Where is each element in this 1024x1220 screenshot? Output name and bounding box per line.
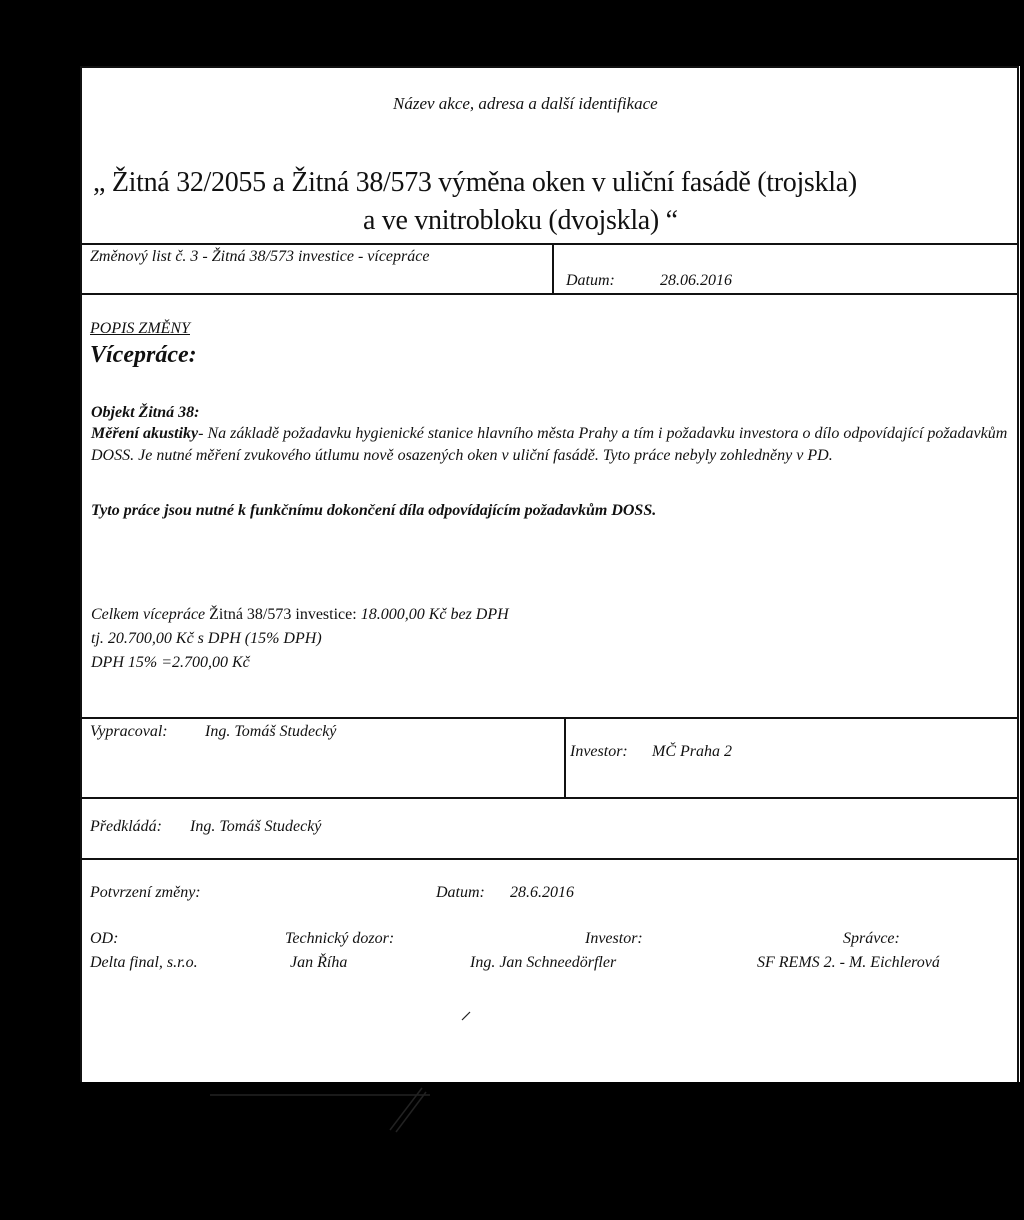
confirmation-label: Potvrzení změny: — [90, 884, 201, 901]
frame-right-border — [1017, 66, 1019, 1082]
section-label-change-description: POPIS ZMĚNY — [90, 320, 190, 337]
frame-left-border — [80, 66, 82, 1082]
date-label: Datum: — [566, 272, 615, 289]
totals-line2: tj. 20.700,00 Kč s DPH (15% DPH) — [91, 630, 322, 647]
party-name-investor: Ing. Jan Schneedörfler — [470, 954, 617, 971]
party-role-administrator: Správce: — [843, 930, 900, 947]
signature-marks — [200, 1000, 1000, 1140]
totals-line1 — [91, 606, 509, 624]
party-name-supervisor: Jan Říha — [290, 954, 348, 971]
party-role-investor: Investor: — [585, 930, 643, 947]
signature-tick — [462, 1012, 470, 1020]
party-name-contractor: Delta final, s.r.o. — [90, 954, 198, 971]
submitted-name: Ing. Tomáš Studecký — [190, 818, 322, 835]
frame-top-border — [80, 66, 1019, 68]
investor-value: MČ Praha 2 — [652, 743, 732, 760]
totals-vat-line: DPH 15% =2.700,00 Kč — [91, 654, 250, 671]
divider-header — [80, 243, 1019, 245]
description-conclusion: Tyto práce jsou nutné k funkčnímu dokončení díla odpovídajícím požadavkům DOSS. — [91, 502, 657, 519]
prepared-name: Ing. Tomáš Studecký — [205, 723, 337, 740]
investor-label: Investor: — [570, 743, 628, 760]
change-sheet-label: Změnový list č. 3 - Žitná 38/573 investice - vícepráce — [90, 248, 430, 265]
confirmation-date-label: Datum: — [436, 884, 485, 901]
divider-investor-cell — [564, 717, 566, 797]
description-lead: Měření akustiky — [91, 425, 199, 442]
divider-prepared — [80, 717, 1019, 719]
header-subtitle: Název akce, adresa a další identifikace — [393, 94, 658, 113]
divider-submitted — [80, 858, 1019, 860]
divider-date-cell — [552, 243, 554, 293]
section-heading-extra-work: Vícepráce: — [90, 342, 197, 368]
project-title-line2: a ve vnitrobloku (dvojskla) “ — [363, 205, 678, 236]
totals-prefix: Celkem vícepráce — [91, 606, 206, 623]
object-label: Objekt Žitná 38: — [91, 404, 200, 421]
confirmation-date-value: 28.6.2016 — [510, 884, 574, 901]
party-role-contractor: OD: — [90, 930, 119, 947]
prepared-label: Vypracoval: — [90, 723, 168, 740]
divider-investor — [80, 797, 1019, 799]
submitted-label: Předkládá: — [90, 818, 162, 835]
project-title-line1: „ Žitná 32/2055 a Žitná 38/573 výměna oken v uliční fasádě (trojskla) — [93, 167, 857, 198]
description-paragraph — [91, 423, 1011, 467]
totals-object: Žitná 38/573 investice: — [209, 606, 357, 623]
party-role-supervisor: Technický dozor: — [285, 930, 395, 947]
divider-change-sheet — [80, 293, 1019, 295]
date-value: 28.06.2016 — [660, 272, 732, 289]
description-body: - Na základě požadavku hygienické stanice hlavního města Prahy a tím i požadavku investora o dílo odpovídající požadavkům DOSS. Je nutné měření zvukového útlumu nově osazených oken v uliční fasádě. Tyto práce nebyly zohledněny v PD. — [91, 425, 1008, 464]
party-name-administrator: SF REMS 2. - M. Eichlerová — [757, 954, 940, 971]
totals-amount-net: 18.000,00 Kč bez DPH — [360, 606, 509, 623]
